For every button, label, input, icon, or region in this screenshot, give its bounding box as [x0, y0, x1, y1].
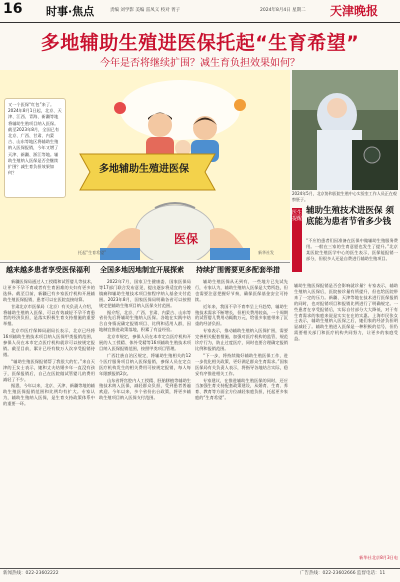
column-2-paragraph: 广西壮族自治区规定，将辅助生殖相关的12个医疗服务项目纳入医保报销，参保人员在定点医疗机构发生的相关费用可按规定报销，每人每年限额报销2次。	[99, 352, 191, 376]
column-2-paragraph: 2022年7月，国家卫生健康委、国家医保局等17部门联合发布意见，提出逐步将适宜的分娩镇痛和辅助生殖技术项目按程序纳入基金支付范围。2023年8月，国家医保局明确各省可以按照规定把辅助生殖项目纳入医保支付范围。	[99, 279, 191, 308]
staff-credits: 责编 刘学影 美编 雷凤义 校对 胥子	[110, 8, 181, 13]
paper-name: 天津晚报	[330, 4, 379, 18]
sub-headline: 今年是否将继续扩围？减生育负担效果如何？	[100, 58, 300, 69]
column-3-paragraph: 专家建议，在推进辅助生殖医保的同时，还应当加强生育支持配套政策建设，从婚育、生育、养育、教育等方面全方位减轻家庭负担，托起更多家庭的“生育希望”。	[195, 377, 288, 401]
column-tag: 医生提醒	[292, 208, 302, 272]
footer-right: 广告热线：022-23602666 监督电话：11	[300, 571, 386, 576]
column-3-paragraph: 近年来，我国不孕不育率呈上升趋势，辅助生殖技术需求不断增长，但相关费用较高，一个周期的试管婴儿费用动辄数万元，给很多家庭带来了沉重的经济负担。	[195, 303, 288, 327]
section-divider	[0, 262, 290, 263]
page-number: 16	[3, 1, 23, 17]
photo-graphic	[292, 70, 398, 190]
column-3-paragraph: 辅助生殖医保从无到有，一些地方已先试先行，专家认为，辅助生殖纳入医保是大势所趋，但也需要注意把握好节奏，确保医保基金安全可持续。	[195, 279, 288, 302]
illustration-credit: 新华社发	[258, 250, 274, 255]
column-3-title: 持续扩围需要更多配套举措	[196, 266, 280, 274]
photo-caption: 2024年5月，北京协和医院生殖中心实验室工作人员正在观察胚子。	[292, 191, 397, 202]
column-2-body	[99, 279, 191, 565]
right-column-body-1: “不应怕患者们因准备在医保中做辅助生殖服务费用。一般在三家的生育意愿也发生了提升。”北京某医院生殖医学中心的医生表示，医保能报销一部分，但很多人还是自费进行辅助生殖项目。	[306, 238, 398, 261]
column-3-paragraph: 专家表示，推动辅助生殖纳入医保扩围，需要完善相关配套措施，加强对医疗机构的监管，规范诊疗行为，防止过度医疗，同时也要合理确定报销比例和报销范围。	[195, 328, 288, 351]
column-2-paragraph: 据介绍，北京、广西、甘肃、内蒙古、山东等省份先后将辅助生殖纳入医保。各地在实践中结合自身情况确定报销项目、比例和适用人群，因地制宜推进政策落地，积累了有益经验。	[99, 309, 191, 333]
illustration-caption: 托起“生育希望”	[78, 250, 107, 255]
issue-date: 2024年8月4日 星期二	[260, 8, 306, 13]
column-1-paragraph: 据悉，今年以来，北京、天津、新疆等地的辅助生殖医保报销范围和比例均有扩大。专家认为，辅助生殖纳入医保，是生育支持政策体系中的重要一环。	[3, 383, 95, 407]
column-2-paragraph: 北京市规定，参保人员在本市定点医疗机构开展的人工授精、体外受精等16项辅助生殖技术项目纳入医保报销范围，按照甲类项目管理。	[99, 334, 191, 351]
column-1-title: 越来越多患者享受医保福利	[6, 266, 90, 274]
footer-left: 新闻热线：022-23602222	[3, 571, 59, 576]
right-column-source: 新华社北京8月3日电	[359, 555, 398, 560]
column-1-paragraph: “辅助生殖医保报销帮了我很大的忙。”来自天津的王女士表示，她和丈夫结婚多年一直没有孩子，医保报销后，自己在医院做试管婴儿的费用减轻了不少。	[3, 358, 95, 382]
column-3-paragraph: “下一步，将持续做好辅助生殖医保工作，进一步优化相关政策，更好满足群众生育需求。”国家医保局有关负责人表示，将指导各地结合实际，稳妥有序推进相关工作。	[195, 352, 288, 376]
main-headline: 多地辅助生殖进医保托起“生育希望”	[40, 32, 360, 54]
intro-text-box: 又一个医保“红包”来了。2024年8月1日起，北京、天津、江西、青海、新疆等地将辅助生殖项目纳入医保。截至2023年8月，全国已有北京、广西、甘肃、内蒙古、山东等地区将辅助生殖纳入医保报销，今年又增了天津、新疆、浙江等地。辅助生殖纳入医保是否会继续扩围？减生育负担效果如何？	[4, 98, 66, 198]
column-1-paragraph: 甘肃北京市医保局（北京）有关负责人介绍，将辅助生殖纳入医保，可以有效减轻不孕不育患者的经济负担，是落实积极生育支持措施的重要举措。	[3, 303, 95, 327]
column-1-paragraph: 新疆医保局通过人工授精和试管婴儿等技术，让更多不孕不育或者有生育困难的夫妇有更多的选择。截至目前，新疆已有多家医疗机构开展辅助生殖医保报销，患者可以在医院直接结算。	[3, 279, 95, 302]
banner-label: 多地辅助生殖进医保	[99, 164, 189, 175]
column-1-paragraph: 北京市医疗保障局副局长表示，北京已经将16项辅助生殖技术项目纳入医保甲类报销范围，参保人员在本市定点医疗机构就诊可以按规定报销。截至目前，累计已经有数万人次享受报销待遇。	[3, 328, 95, 357]
column-1-body	[3, 279, 95, 565]
column-2-paragraph: 山东省将宫腔内人工授精、胚胎移植等辅助生殖技术纳入医保，减轻群众负担，受到患者普遍欢迎。今年以来，多个省份出台政策，将更多辅助生殖项目纳入医保支付范围。	[99, 377, 191, 401]
section-name: 时事·焦点	[46, 5, 95, 18]
column-3-body	[195, 279, 288, 565]
lab-photo	[292, 70, 398, 190]
column-2-title: 全国多地因地制宜开展探索	[100, 266, 184, 274]
money-bag-label: 医保	[174, 232, 199, 246]
right-column-title: 辅助生殖技术进医保 须底能为患者节省多少钱	[306, 206, 394, 227]
right-column-body-2: 辅助生殖医保报销是否会影响就诊量？专家表示，辅助生殖纳入医保后，医院接诊量有所提升，但也给医院带来了一定的压力。新疆、天津等地在技术进行医保报销的同时，也对报销项目和报销比例进行了明确规定。一些患者在享受报销后，实际自付部分大大降低，对于有生育需求的家庭来说是实实在在的实惠。上海市民张女士表示，辅助生殖纳入医保之后，她们家的经济负担明显减轻了。辅助生殖进入医保是一种积极的信号，但仍需要相关部门和医疗机构共同努力，让更多的家庭受益。	[294, 283, 398, 342]
